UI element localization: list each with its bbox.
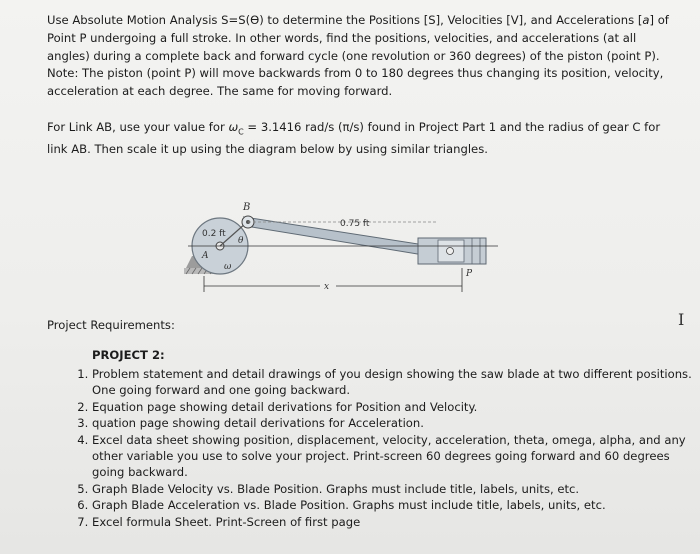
project-title: PROJECT 2:	[92, 348, 165, 362]
link-ab-text-start: For Link AB, use your value for	[47, 120, 229, 134]
label-p: P	[466, 269, 473, 279]
label-theta: θ	[238, 236, 244, 246]
label-link-length: 0.75 ft	[340, 219, 370, 229]
intro-text-start: Use Absolute Motion Analysis S=S(ϴ) to determine the Positions [S], Velocities [V], and Accelerations [	[47, 13, 643, 27]
label-omega: ω	[224, 262, 232, 272]
list-item: 4. Excel data sheet showing position, displacement, velocity, acceleration, theta, omega, alpha, and any other variable you use to solve your project. Print-screen 60 degrees going forward and 60 degrees going backward.	[92, 432, 692, 481]
link-ab-paragraph	[47, 119, 677, 159]
mechanism-diagram	[180, 196, 510, 301]
piston-cylinder	[418, 238, 486, 264]
intro-text-end: ] of Point P undergoing a full stroke. In other words, find the positions, velocities, and accelerations (at all angles) during a complete back and forward cycle (one revolution or 360 degrees) of the piston (point P). Note: The piston (point P) will move backwards from 0 to 180 degrees thus changing its position, velocity, acceleration at each degree. The same for moving forward.	[47, 13, 669, 99]
label-radius: 0.2 ft	[202, 229, 226, 239]
list-item: 6. Graph Blade Acceleration vs. Blade Position. Graphs must include title, labels, units, etc.	[92, 497, 692, 513]
label-a: A	[202, 251, 209, 261]
label-x: x	[324, 282, 330, 292]
list-item: 7. Excel formula Sheet. Print-Screen of first page	[92, 514, 692, 530]
list-item: 2. Equation page showing detail derivations for Position and Velocity.	[92, 399, 692, 415]
link-ab-text-end: = 3.1416 rad/s (π/s) found in Project Part 1 and the radius of gear C for link AB. Then scale it up using the diagram below by using similar triangles.	[47, 120, 661, 157]
intro-paragraph	[47, 12, 677, 101]
list-item: 3. quation page showing detail derivations for Acceleration.	[92, 415, 692, 431]
label-b: B	[243, 202, 251, 213]
omega-subscript: C	[238, 127, 244, 137]
text-cursor-icon: I	[678, 310, 685, 329]
requirements-heading: Project Requirements:	[47, 318, 175, 332]
omega-symbol: ω	[228, 120, 239, 134]
requirements-list	[60, 366, 692, 530]
list-item: 1. Problem statement and detail drawings of you design showing the saw blade at two different positions. One going forward and one going backward.	[92, 366, 692, 399]
acceleration-symbol: a	[642, 13, 650, 27]
list-item: 5. Graph Blade Velocity vs. Blade Position. Graphs must include title, labels, units, etc.	[92, 481, 692, 497]
